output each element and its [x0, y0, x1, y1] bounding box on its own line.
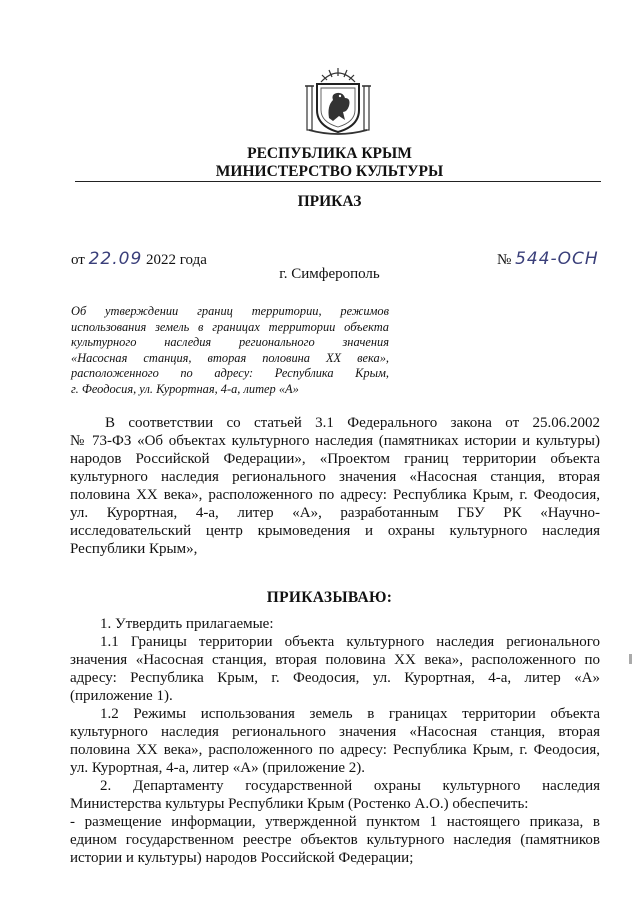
subject-line: г. Феодосия, ул. Курортная, 4-а, литер «А» — [71, 381, 299, 396]
number-prefix: № — [497, 252, 512, 268]
item-line: - размещение информации, утвержденной пунктом 1 настоящего приказа, в — [70, 814, 600, 830]
date-suffix: 2022 года — [146, 252, 207, 268]
item-line: значения «Насосная станция, вторая половина XX века», расположенного по — [70, 652, 600, 668]
item-line: (приложение 1). — [70, 688, 173, 704]
preamble-line: Республики Крым», — [70, 541, 198, 557]
preamble-line: половина XX века», расположенного по адресу: Республика Крым, г. Феодосия, — [70, 487, 600, 503]
republic-name: РЕСПУБЛИКА КРЫМ — [247, 145, 412, 162]
handwritten-date: 22.09 — [88, 249, 143, 269]
item-line: Министерства культуры Республики Крым (Ростенко А.О.) обеспечить: — [70, 796, 529, 812]
subject-line: расположенного по адресу: Республика Крым, — [71, 366, 389, 381]
date-prefix: от — [71, 252, 85, 268]
item-line: едином государственном реестре объектов культурного наследия (памятников — [70, 832, 600, 848]
subject-line: культурного наследия регионального значения — [71, 335, 389, 350]
subject-line: «Насосная станция, вторая половина XX века», — [71, 350, 389, 365]
preamble-line: В соответствии со статьей 3.1 Федерального закона от 25.06.2002 — [105, 415, 600, 431]
preamble-paragraph — [70, 414, 600, 558]
header-divider — [75, 181, 601, 182]
item-line: 1. Утвердить прилагаемые: — [100, 616, 274, 632]
order-subject — [71, 304, 389, 398]
decree-heading: ПРИКАЗЫВАЮ: — [266, 589, 393, 606]
preamble-line: ул. Курортная, 4-а, литер «А», разработанным ГБУ РК «Научно- — [70, 505, 600, 521]
item-line: истории и культуры) народов Российской Федерации; — [70, 850, 414, 866]
preamble-line: народов Российской Федерации», «Проектом границ территории объекта — [70, 451, 600, 467]
item-line: половина XX века», расположенного по адресу: Республика Крым, г. Феодосия, — [70, 742, 600, 758]
order-items — [70, 615, 600, 867]
item-line: 1.2 Режимы использования земель в границах территории объекта — [100, 706, 600, 722]
preamble-line: исследовательский центр крымоведения и охраны культурного наследия — [70, 523, 600, 539]
order-title: ПРИКАЗ — [297, 193, 362, 210]
subject-line: Об утверждении границ территории, режимов — [71, 304, 389, 318]
city: г. Симферополь — [279, 266, 380, 282]
ministry-name: МИНИСТЕРСТВО КУЛЬТУРЫ — [215, 163, 444, 180]
item-line: культурного наследия регионального значения «Насосная станция, вторая — [70, 724, 600, 740]
subject-line: использования земель в границах территории объекта — [71, 319, 389, 334]
preamble-line: культурного наследия регионального значения «Насосная станция, вторая — [70, 469, 600, 485]
handwritten-number: 544-ОСН — [515, 249, 599, 269]
item-line: ул. Курортная, 4-а, литер «А» (приложение 2). — [70, 760, 366, 776]
coat-of-arms-icon — [299, 60, 377, 136]
item-line: адресу: Республика Крым, г. Феодосия, ул. Курортная, 4-а, литер «А» — [70, 670, 600, 686]
scan-mark — [629, 654, 632, 664]
item-line: 2. Департаменту государственной охраны культурного наследия — [100, 778, 600, 794]
item-line: 1.1 Границы территории объекта культурного наследия регионального — [100, 634, 600, 650]
preamble-line: № 73-ФЗ «Об объектах культурного наследия (памятниках истории и культуры) — [70, 433, 600, 449]
